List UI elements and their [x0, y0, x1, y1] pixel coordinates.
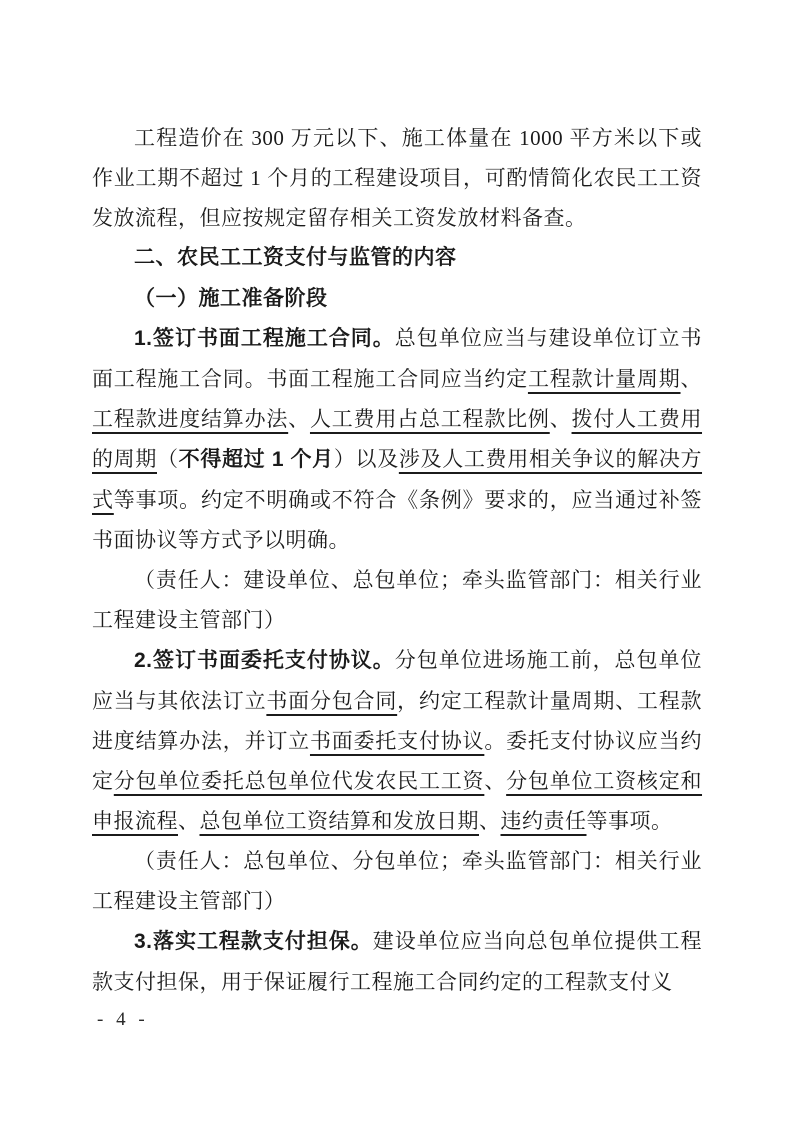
text-run: （一）施工准备阶段	[134, 286, 328, 310]
text-run: 、	[288, 407, 310, 431]
text-run: 总包单位工资结算和发放日期	[199, 809, 479, 833]
text-run: 书面委托支付协议	[309, 729, 485, 753]
text-run: 2.签订书面委托支付协议。	[134, 649, 395, 672]
text-run: 。委托支付协议应当约定	[92, 729, 703, 793]
text-run: 、	[178, 809, 200, 833]
text-run: （责任人：总包单位、分包单位；牵头监管部门：相关行业工程建设主管部门）	[92, 849, 702, 913]
paragraph-item-3	[92, 921, 702, 1002]
text-run: 二、农民工工资支付与监管的内容	[134, 246, 457, 269]
text-run: 等事项。	[586, 809, 673, 833]
text-run: （责任人：建设单位、总包单位；牵头监管部门：相关行业工程建设主管部门）	[92, 568, 702, 632]
text-run: 分包单位委托总包单位代发农民工工资	[113, 769, 485, 793]
text-run: 3.落实工程款支付担保。	[134, 930, 373, 953]
paragraph-item-1	[92, 318, 702, 560]
text-run: 等事项。约定不明确或不符合《条例》要求的，应当通过补签书面协议等方式予以明确。	[92, 488, 702, 552]
text-run: 1.签订书面工程施工合同。	[134, 327, 395, 350]
text-run: 总包单位应当与建设单位订立书面工程施工合同。书面工程施工合同应当约定	[92, 326, 702, 391]
text-run: （	[157, 447, 179, 471]
text-run: 书面分包合同	[266, 689, 398, 713]
paragraph-simplified-process	[92, 118, 702, 238]
note-responsibility-1	[92, 560, 702, 640]
text-run: 人工费用占总工程款比例	[309, 407, 550, 431]
paragraph-item-2	[92, 640, 702, 841]
heading-subsection-1	[92, 278, 702, 318]
text-run: 建设单位应当向总包单位提供工程款支付担保，用于保证履行工程施工合同约定的工程款支付义	[92, 929, 703, 994]
text-run: 、	[680, 367, 703, 391]
text-run: ，约定工程款计量周期、工程款进度结算办法，并订立	[92, 689, 703, 753]
text-run: 、	[484, 769, 507, 793]
text-run: ）以及	[333, 447, 399, 471]
text-run: 涉及人工费用相关争议的解决方式	[92, 447, 703, 512]
text-run: 工程款计量周期	[527, 367, 681, 391]
heading-section-2	[92, 238, 702, 278]
text-run: 、	[479, 809, 501, 833]
text-run: 工程造价在 300 万元以下、施工体量在 1000 平方米以下或作业工期不超过 1 个月的工程建设项目，可酌情简化农民工工资发放流程，但应按规定留存相关工资发放材料备查。	[92, 126, 702, 230]
text-run: 、	[549, 407, 572, 431]
text-run: 不得超过 1 个月	[178, 448, 334, 471]
page-number: - 4 -	[97, 1009, 149, 1030]
text-run: 工程款进度结算办法	[92, 407, 289, 431]
text-run: 违约责任	[500, 809, 587, 833]
text-run: 分包单位进场施工前，总包单位应当与其依法订立	[92, 648, 702, 713]
note-responsibility-2	[92, 841, 702, 921]
document-body	[92, 118, 702, 1002]
text-run: 分包单位工资核定和申报流程	[92, 769, 703, 833]
text-run: 拨付人工费用的周期	[92, 407, 703, 471]
